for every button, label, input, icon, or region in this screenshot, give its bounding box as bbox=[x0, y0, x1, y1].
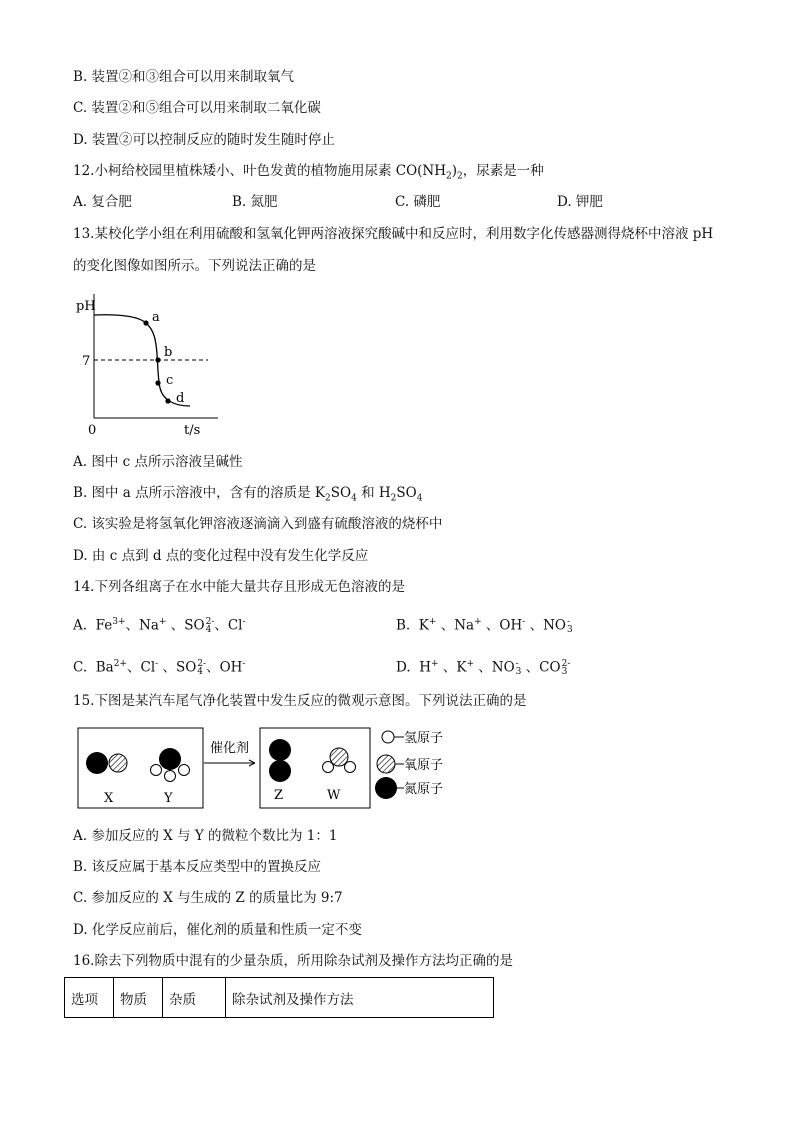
q12-option-a: A. 复合肥 bbox=[73, 194, 132, 210]
origin-label: 0 bbox=[88, 423, 97, 438]
q14-stem: 14.下列各组离子在水中能大量共存且形成无色溶液的是 bbox=[73, 579, 405, 595]
q13-stem-line1: 13.某校化学小组在利用硫酸和氢氧化钾两溶液探究酸碱中和反应时，利用数字化传感器测得烧杯中溶液 pH bbox=[73, 226, 714, 242]
point-d-label: d bbox=[176, 391, 185, 406]
label-z: Z bbox=[274, 788, 284, 803]
x-axis-label: t/s bbox=[184, 423, 201, 438]
q11-option-b: B. 装置②和③组合可以用来制取氧气 bbox=[73, 69, 295, 85]
point-c-label: c bbox=[166, 373, 174, 388]
q14-option-b: B. K+ 、Na+ 、OH- 、NO - 3 bbox=[396, 617, 573, 635]
header-option: 选项 bbox=[65, 978, 114, 1018]
seven-tick-label: 7 bbox=[82, 354, 91, 369]
q15-option-a: A. 参加反应的 X 与 Y 的微粒个数比为 1：1 bbox=[73, 828, 338, 844]
point-a-label: a bbox=[152, 310, 160, 325]
label-y: Y bbox=[164, 791, 173, 806]
q15-option-d: D. 化学反应前后，催化剂的质量和性质一定不变 bbox=[73, 922, 362, 938]
y-axis-label: pH bbox=[76, 299, 96, 314]
q15-reaction-diagram bbox=[74, 724, 464, 810]
catalyst-label: 催化剂 bbox=[210, 741, 250, 756]
header-substance: 物质 bbox=[114, 978, 163, 1018]
q16-table bbox=[64, 977, 494, 1018]
label-x: X bbox=[104, 791, 114, 806]
q14-option-d: D. H+ 、K+ 、NO - 3 、CO 2- 3 bbox=[396, 659, 571, 677]
label-w: W bbox=[327, 788, 341, 803]
point-b-label: b bbox=[164, 345, 173, 360]
q15-option-b: B. 该反应属于基本反应类型中的置换反应 bbox=[73, 859, 322, 875]
legend-nitrogen: 氮原子 bbox=[404, 782, 444, 797]
q13-option-b: B. 图中 a 点所示溶液中，含有的溶质是 $K_2SO_4$ 和 $H_2SO_4$ bbox=[73, 485, 423, 504]
q13-option-d: D. 由 c 点到 d 点的变化过程中没有发生化学反应 bbox=[73, 548, 369, 564]
q11-option-d: D. 装置②可以控制反应的随时发生随时停止 bbox=[73, 132, 335, 148]
q12-option-d: D. 钾肥 bbox=[557, 194, 603, 210]
q13-ph-graph bbox=[70, 288, 220, 440]
q12-option-b: B. 氮肥 bbox=[232, 194, 278, 210]
q12-option-c: C. 磷肥 bbox=[395, 194, 441, 210]
q12-stem: 12.小柯给校园里植株矮小、叶色发黄的植物施用尿素 $CO(NH_2)_2$，尿素是一种 bbox=[73, 163, 544, 182]
q16-stem: 16.除去下列物质中混有的少量杂质，所用除杂试剂及操作方法均正确的是 bbox=[73, 953, 513, 969]
table-header-row bbox=[65, 978, 494, 1018]
q13-option-c: C. 该实验是将氢氧化钾溶液逐滴滴入到盛有硫酸溶液的烧杯中 bbox=[73, 516, 443, 532]
q15-option-c: C. 参加反应的 X 与生成的 Z 的质量比为 9:7 bbox=[73, 890, 343, 906]
header-impurity: 杂质 bbox=[163, 978, 226, 1018]
q14-option-c: C. $Ba^{2+}$、Cl- 、SO 2- 4 、OH- bbox=[73, 659, 246, 677]
q15-stem: 15.下图是某汽车尾气净化装置中发生反应的微观示意图。下列说法正确的是 bbox=[73, 693, 527, 709]
q11-option-c: C. 装置②和⑤组合可以用来制取二氧化碳 bbox=[73, 100, 321, 116]
q13-stem-line2: 的变化图像如图所示。下列说法正确的是 bbox=[73, 258, 316, 274]
header-method: 除杂试剂及操作方法 bbox=[226, 978, 494, 1018]
legend-hydrogen: 氢原子 bbox=[404, 731, 444, 746]
q13-option-a: A. 图中 c 点所示溶液呈碱性 bbox=[73, 454, 243, 470]
q14-option-a: A. $Fe^{3+}$、Na+ 、SO 2- 4 、Cl- bbox=[73, 617, 246, 635]
legend-oxygen: 氧原子 bbox=[404, 758, 444, 773]
